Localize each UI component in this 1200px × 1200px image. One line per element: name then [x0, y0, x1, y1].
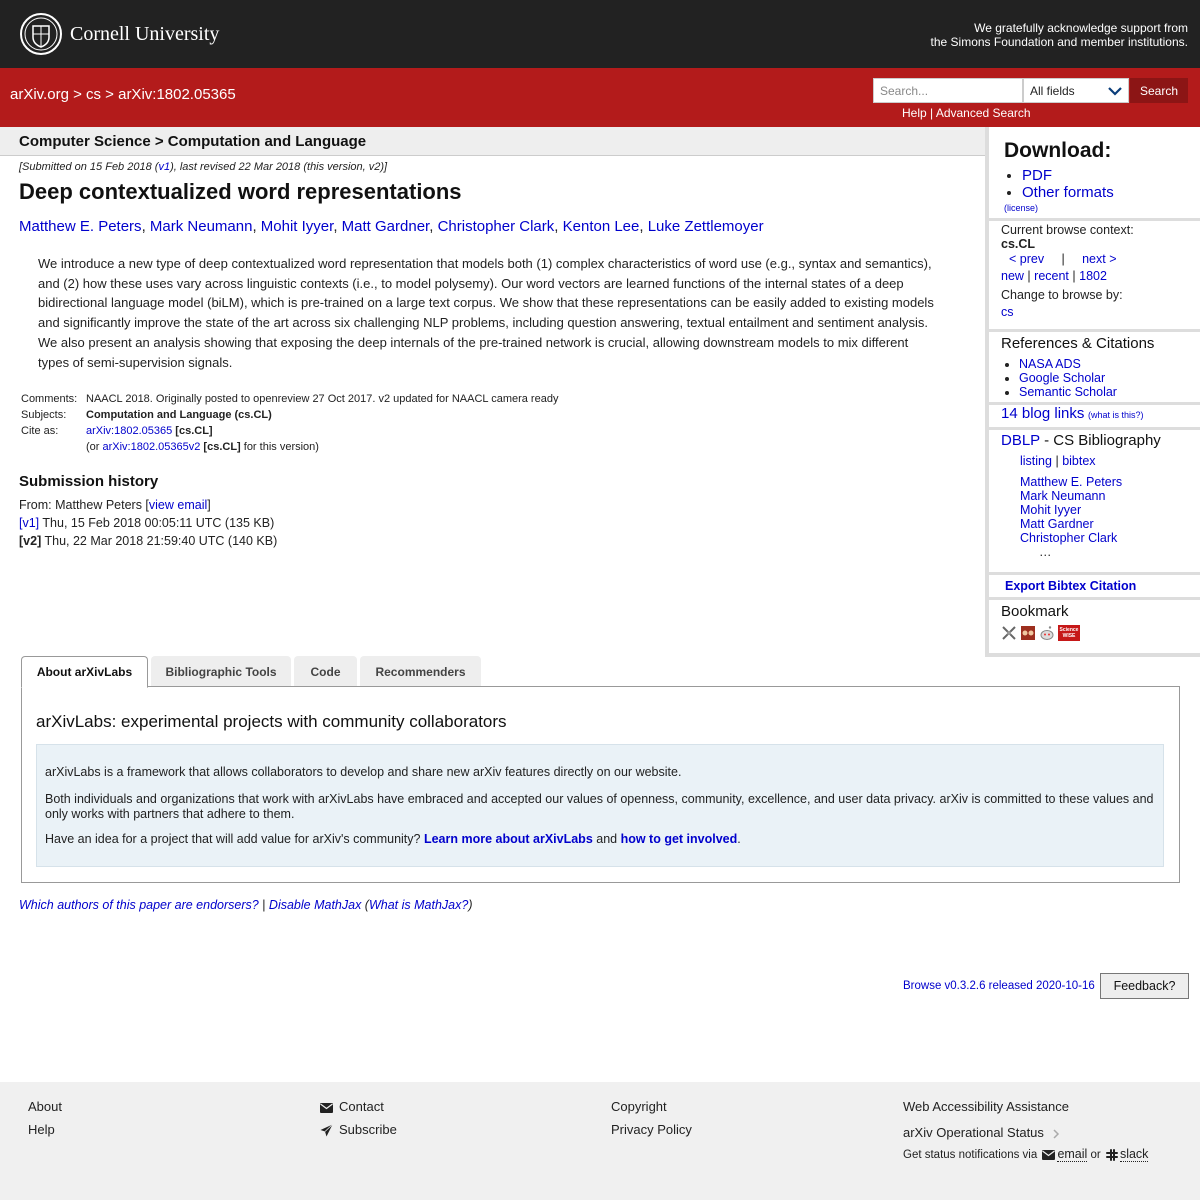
prev-link[interactable]: < prev — [1009, 252, 1045, 266]
export-section — [1005, 578, 1200, 593]
paragraph-3-end: . — [737, 832, 741, 846]
dblp-author-link[interactable]: Matt Gardner — [1020, 517, 1094, 531]
footer-privacy-link[interactable]: Privacy Policy — [611, 1122, 692, 1137]
author-link[interactable]: Christopher Clark — [437, 218, 555, 235]
change-browse-label: Change to browse by: — [1001, 288, 1123, 302]
footer-status[interactable] — [903, 1125, 1066, 1140]
status-label: arXiv Operational Status — [903, 1125, 1044, 1140]
blog-what-link[interactable]: (what is this?) — [1088, 410, 1144, 420]
blog-links — [1001, 405, 1197, 422]
bibtex-link[interactable]: bibtex — [1062, 454, 1096, 468]
divider — [989, 597, 1200, 600]
from-text: From: Matthew Peters [ — [19, 498, 149, 512]
download-title: Download: — [1004, 139, 1112, 162]
cite2-suffix: for this version) — [240, 441, 319, 453]
author-link[interactable]: Matthew E. Peters — [19, 218, 142, 235]
browse-version-link[interactable]: Browse v0.3.2.6 released 2020-10-16 — [903, 980, 1095, 992]
divider — [989, 329, 1200, 332]
year-link[interactable]: 1802 — [1079, 269, 1107, 283]
paren-open: ( — [361, 898, 369, 912]
dblp-section — [1001, 432, 1197, 559]
search-input[interactable] — [873, 78, 1023, 103]
cite-version-value — [84, 440, 560, 456]
cite-value — [84, 424, 560, 440]
dblp-title: - CS Bibliography — [1039, 432, 1161, 449]
help-link[interactable]: Help — [902, 106, 927, 120]
cornell-seal-icon — [20, 13, 62, 55]
contact-label: Contact — [339, 1099, 384, 1114]
paper-title: Deep contextualized word representations — [19, 179, 462, 204]
context-label: Current browse context: — [1001, 223, 1134, 237]
separator: | — [258, 898, 269, 912]
change-browse-cs-link[interactable]: cs — [1001, 305, 1014, 319]
subjects-value: Computation and Language (cs.CL) — [86, 409, 272, 421]
reference-item — [1019, 385, 1197, 399]
pdf-link[interactable]: PDF — [1022, 167, 1052, 184]
version-1-line — [19, 514, 277, 532]
download-list — [1004, 167, 1200, 201]
notify-slack-link[interactable]: slack — [1119, 1147, 1149, 1161]
dblp-author-link[interactable]: Mohit Iyyer — [1020, 503, 1082, 517]
new-recent — [1001, 268, 1197, 285]
advanced-search-link[interactable]: Advanced Search — [935, 106, 1031, 120]
sidebar — [985, 127, 1200, 657]
divider — [989, 427, 1200, 430]
search-button[interactable]: Search — [1130, 78, 1188, 103]
version-2-line — [19, 532, 277, 550]
metadata-table — [19, 392, 560, 456]
sciencewise-icon[interactable]: Science WISE — [1059, 627, 1079, 639]
disable-mathjax-link[interactable]: Disable MathJax — [268, 898, 362, 912]
subjects-row — [19, 408, 560, 424]
search-field-value: All fields — [1030, 83, 1075, 98]
support-line-2: the Simons Foundation and member institutions. — [930, 35, 1188, 49]
download-item — [1022, 184, 1200, 201]
prev-next-separator: | — [1061, 252, 1065, 266]
author-separator: , — [554, 218, 563, 235]
view-email-link[interactable]: view email — [148, 498, 208, 512]
bookmark-section — [1001, 603, 1197, 641]
author-separator: , — [141, 218, 150, 235]
version-1-text: Thu, 15 Feb 2018 00:05:11 UTC (135 KB) — [39, 516, 275, 530]
nasa-ads-link[interactable]: NASA ADS — [1019, 357, 1081, 371]
license-link[interactable]: (license) — [1004, 203, 1039, 213]
export-bibtex-link[interactable]: Export Bibtex Citation — [1005, 579, 1137, 593]
subject-header-text: Computer Science > Computation and Language — [19, 133, 367, 150]
footer-copyright-link[interactable]: Copyright — [611, 1099, 667, 1114]
help-separator: | — [930, 106, 934, 120]
reddit-icon[interactable] — [1039, 625, 1055, 641]
pipe-separator: | — [1055, 454, 1059, 468]
endorsers-link[interactable]: Which authors of this paper are endorsers? — [19, 898, 259, 912]
search-field-select[interactable] — [1023, 78, 1129, 103]
submitted-suffix: ), last revised 22 Mar 2018 (this version, v2)] — [170, 161, 388, 173]
author-separator: , — [639, 218, 648, 235]
subscribe-label: Subscribe — [339, 1122, 397, 1137]
subjects-label: Subjects: — [21, 409, 67, 421]
reference-item — [1019, 371, 1197, 385]
other-formats-link[interactable]: Other formats — [1022, 184, 1114, 201]
tab-about-arxivlabs[interactable]: About arXivLabs — [21, 656, 148, 688]
cite-version-row — [19, 440, 560, 456]
breadcrumb[interactable]: arXiv.org > cs > arXiv:1802.05365 — [10, 86, 236, 103]
empty-label — [19, 440, 84, 456]
notify-email-link[interactable]: email — [1057, 1147, 1088, 1161]
envelope-icon — [1042, 1150, 1055, 1160]
more-authors-ellipsis: … — [1039, 545, 1052, 559]
tab-bibliographic-tools[interactable]: Bibliographic Tools — [151, 656, 291, 687]
cite-category: [cs.CL] — [175, 425, 213, 437]
author-link[interactable]: Mohit Iyyer — [260, 218, 334, 235]
what-is-mathjax-link[interactable]: What is MathJax? — [368, 898, 469, 912]
endorsers-line — [19, 898, 472, 912]
footer-help-link[interactable]: Help — [28, 1122, 55, 1137]
arxivlabs-box — [36, 744, 1164, 867]
submission-history — [19, 496, 277, 550]
feedback-button[interactable]: Feedback? — [1100, 973, 1189, 999]
bookmark-icons — [1001, 625, 1197, 641]
footer-about-link[interactable]: About — [28, 1099, 62, 1114]
author-link[interactable]: Luke Zettlemoyer — [647, 218, 764, 235]
help-links — [902, 106, 1031, 120]
dblp-links — [1001, 454, 1197, 468]
bookmark-title: Bookmark — [1001, 603, 1069, 620]
semantic-scholar-link[interactable]: Semantic Scholar — [1019, 385, 1117, 399]
author-separator: , — [333, 218, 342, 235]
reference-item — [1019, 357, 1197, 371]
references-section — [1001, 335, 1197, 399]
cite-id-link[interactable]: arXiv:1802.05365 — [86, 425, 173, 437]
arxivlabs-paragraph-1: arXivLabs is a framework that allows collaborators to develop and share new arXiv features directly on our website. — [45, 765, 682, 779]
paren-close: ) — [468, 898, 473, 912]
cornell-logo[interactable] — [20, 13, 219, 55]
slack-icon — [1106, 1149, 1118, 1161]
submission-dates — [19, 161, 387, 173]
footer-contact[interactable] — [320, 1099, 384, 1114]
browse-context — [1001, 223, 1197, 321]
pipe-separator: | — [1027, 269, 1031, 283]
author-link[interactable]: Matt Gardner — [341, 218, 430, 235]
pipe-separator: | — [1072, 269, 1076, 283]
new-link[interactable]: new — [1001, 269, 1024, 283]
chevron-down-icon — [1108, 86, 1122, 96]
notify-label: Get status notifications via — [903, 1149, 1038, 1161]
download-item — [1022, 167, 1200, 184]
author-link[interactable]: Kenton Lee — [562, 218, 640, 235]
author-separator: , — [429, 218, 438, 235]
author-link[interactable]: Mark Neumann — [149, 218, 253, 235]
paragraph-3-mid: and — [592, 832, 621, 846]
dblp-author-link[interactable]: Christopher Clark — [1020, 531, 1118, 545]
paragraph-3-prefix: Have an idea for a project that will add value for arXiv's community? — [45, 832, 424, 846]
dblp-author-link[interactable]: Mark Neumann — [1020, 489, 1106, 503]
cite-version-link[interactable]: arXiv:1802.05365v2 — [102, 441, 201, 453]
download-section — [1004, 139, 1200, 213]
abstract: We introduce a new type of deep contextualized word representation that models both (1) complex characteristics of word use (e.g., syntax and semantics), and (2) how these uses vary across linguistic contexts (i.e., to model polysemy). Our word vectors are learned functions of the internal states of a deep bidirectional language model (biLM), which is pre-trained on a large text corpus. We show that these representations can be easily added to existing models and significantly improve the state of the art across six challenging NLP problems, including question answering, textual entailment and sentiment analysis. We also present an analysis showing that exposing the deep internals of the pre-trained network is crucial, allowing downstream models to mix different types of semi-supervision signals. — [38, 256, 934, 370]
version-1-link[interactable]: [v1] — [19, 516, 40, 530]
divider — [989, 572, 1200, 575]
submitted-prefix: [Submitted on 15 Feb 2018 ( — [19, 161, 159, 173]
cornell-wordmark: Cornell University — [70, 22, 220, 45]
arxivlabs-title: arXivLabs: experimental projects with community collaborators — [36, 712, 507, 731]
references-list — [1001, 357, 1197, 399]
from-line — [19, 496, 277, 514]
get-involved-link[interactable]: how to get involved — [620, 832, 738, 846]
references-title: References & Citations — [1001, 335, 1155, 352]
bibsonomy-icon[interactable] — [1001, 625, 1017, 641]
google-scholar-link[interactable]: Google Scholar — [1019, 371, 1106, 385]
or-label: or — [1090, 1149, 1101, 1161]
comments-value: NAACL 2018. Originally posted to openreview 27 Oct 2017. v2 updated for NAACL camera ready — [86, 393, 559, 405]
blog-links-link[interactable]: 14 blog links — [1001, 405, 1085, 422]
tab-recommenders[interactable]: Recommenders — [360, 656, 481, 687]
dblp-authors — [1001, 475, 1197, 559]
context-value: cs.CL — [1001, 237, 1036, 251]
version-2-label: [v2] — [19, 534, 42, 548]
cite-label: Cite as: — [21, 425, 59, 437]
author-separator: , — [252, 218, 261, 235]
dblp-link[interactable]: DBLP — [1001, 432, 1040, 449]
author-list — [19, 218, 764, 235]
cite-row — [19, 424, 560, 440]
footer-accessibility-link[interactable]: Web Accessibility Assistance — [903, 1099, 1069, 1114]
version-2-text: Thu, 22 Mar 2018 21:59:40 UTC (140 KB) — [41, 534, 278, 548]
status-notifications — [903, 1147, 1148, 1161]
submitted-v1-link[interactable]: v1 — [158, 161, 171, 173]
prev-next — [1001, 251, 1197, 268]
support-text — [931, 21, 1188, 49]
comments-label: Comments: — [21, 393, 78, 405]
paper-plane-icon — [320, 1124, 333, 1137]
from-close: ] — [207, 498, 211, 512]
recent-link[interactable]: recent — [1034, 269, 1069, 283]
mendeley-icon[interactable] — [1020, 625, 1036, 641]
arxivlabs-paragraph-2: Both individuals and organizations that work with arXivLabs have embraced and accepted our values of openness, community, excellence, and user data privacy. arXiv is committed to these values and only works with partners that adhere to them. — [45, 792, 1154, 821]
listing-link[interactable]: listing — [1020, 454, 1052, 468]
divider — [989, 218, 1200, 221]
learn-more-link[interactable]: Learn more about arXivLabs — [423, 832, 593, 846]
subject-header — [0, 127, 985, 156]
footer-subscribe[interactable] — [320, 1122, 397, 1137]
cite2-category: [cs.CL] — [203, 441, 241, 453]
arxivlabs-paragraph-3 — [45, 832, 741, 847]
submission-history-title: Submission history — [19, 473, 159, 490]
envelope-icon — [320, 1103, 333, 1113]
support-line-1: We gratefully acknowledge support from — [974, 21, 1188, 35]
cite2-prefix: (or — [86, 441, 103, 453]
tab-code[interactable]: Code — [294, 656, 357, 687]
comments-row — [19, 392, 560, 408]
chevron-right-icon — [1052, 1129, 1060, 1139]
next-link[interactable]: next > — [1082, 252, 1117, 266]
dblp-author-link[interactable]: Matthew E. Peters — [1020, 475, 1123, 489]
